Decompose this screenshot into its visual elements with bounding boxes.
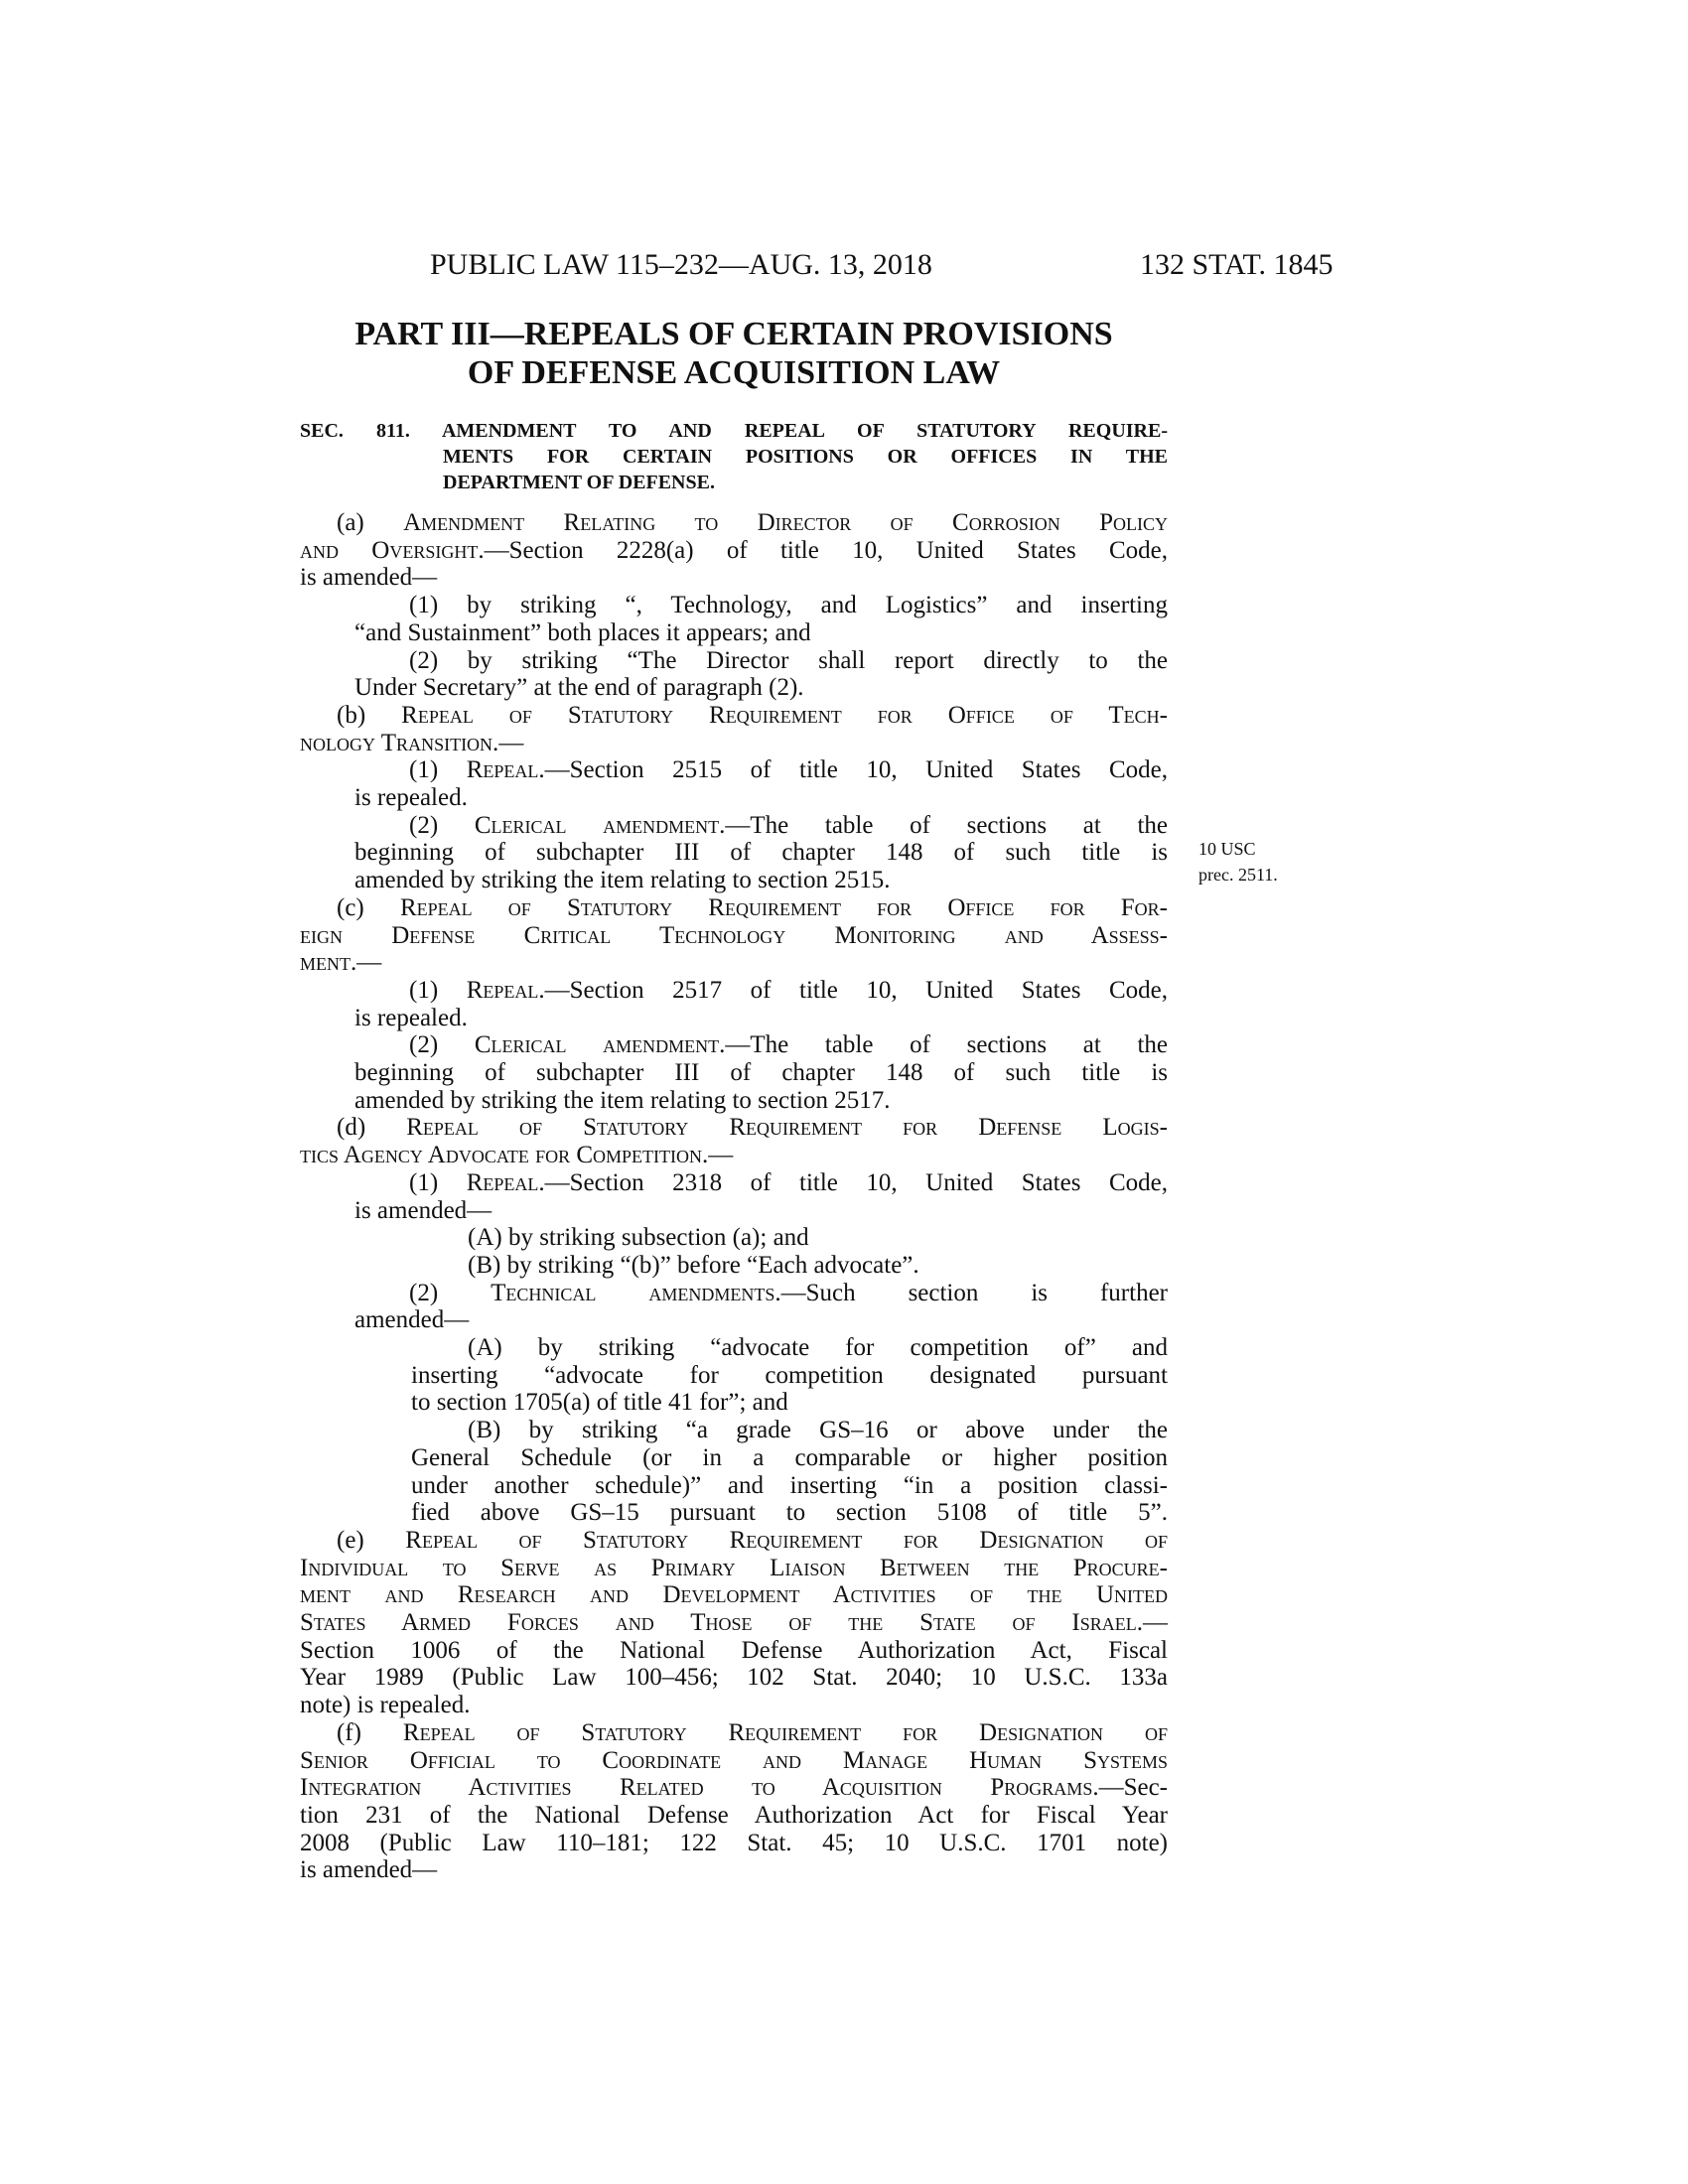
text-line [300,730,1168,757]
text-line [354,674,1168,702]
text-segment: General Schedule (or in a comparable or higher position [411,1443,1168,1471]
text-segment: — [708,1142,734,1169]
text-segment: —The table of sections at the [725,1031,1169,1059]
text-segment: — [1143,1609,1168,1636]
small-caps-text: Repeal of Statutory Requirement for Designation of [405,1526,1168,1554]
text-line [411,1362,1168,1390]
running-header-law: PUBLIC LAW 115–232—AUG. 13, 2018 [430,248,932,281]
text-segment: (b) [337,701,402,729]
text-line [411,1444,1168,1472]
text-line [411,1472,1168,1500]
text-segment: (1) [409,976,467,1004]
text-segment: (1) [409,756,467,784]
text-segment: note) is repealed. [300,1692,471,1719]
text-segment: (d) [337,1114,407,1142]
text-line [409,756,1168,784]
small-caps-text: Repeal. [466,1168,545,1196]
text-segment: amended by striking the item relating to section 2515. [354,867,891,894]
small-caps-text: eign Defense Critical Technology Monitoring and Assess- [300,921,1168,949]
text-line [409,812,1168,840]
text-segment: (A) by striking subsection (a); and [468,1224,809,1252]
text-line [300,1692,1168,1719]
text-segment: beginning of subchapter III of chapter 148 of such title is [354,839,1168,867]
text-line [409,1169,1168,1197]
small-caps-text: Senior Official to Coordinate and Manage Human Systems [300,1746,1168,1774]
small-caps-text: tics Agency Advocate for Competition. [300,1142,709,1169]
text-line [411,1499,1168,1527]
text-line [337,1719,1168,1747]
text-line [409,592,1168,619]
text-segment: 2008 (Public Law 110–181; 122 Stat. 45; 10 U.S.C. 1701 note) [300,1829,1168,1856]
text-line [468,1224,1168,1252]
text-segment: (2) [409,811,475,839]
text-line [409,977,1168,1005]
part-title-line-2: OF DEFENSE ACQUISITION LAW [467,354,1001,391]
text-line [300,922,1168,950]
text-line [300,1747,1168,1775]
text-segment: —Section 2318 of title 10, United States Code, [544,1168,1168,1196]
small-caps-text: Individual to Serve as Primary Liaison Between the Procure- [300,1554,1168,1581]
text-segment: —Section 2228(a) of title 10, United States Code, [484,536,1168,564]
text-segment: (1) [409,1168,467,1196]
text-segment: (c) [337,893,400,921]
text-segment: Year 1989 (Public Law 100–456; 102 Stat. 2040; 10 U.S.C. 133a [300,1664,1168,1692]
small-caps-text: States Armed Forces and Those of the State of Israel. [300,1609,1143,1636]
small-caps-text: nology Transition. [300,729,499,756]
section-heading-line-2: MENTS FOR CERTAIN POSITIONS OR OFFICES IN THE [443,446,1168,468]
text-segment: amended— [354,1306,470,1334]
small-caps-text: Clerical amendment. [474,811,726,839]
text-segment: is repealed. [354,1004,468,1031]
text-segment: amended by striking the item relating to section 2517. [354,1086,891,1114]
text-line [300,1774,1168,1802]
section-heading-line-1: SEC. 811. AMENDMENT TO AND REPEAL OF STATUTORY REQUIRE- [300,420,1168,442]
text-segment: —Section 2517 of title 10, United States Code, [544,976,1168,1004]
text-segment: (2) [409,1031,475,1059]
text-segment: —Section 2515 of title 10, United States Code, [544,756,1168,784]
margin-note-line-2: prec. 2511. [1198,865,1278,885]
text-segment: (1) by striking “, Technology, and Logistics” and inserting [409,592,1168,619]
text-line [300,1856,1168,1884]
text-segment: fied above GS–15 pursuant to section 5108 of title 5”. [411,1499,1168,1527]
text-line [354,784,1168,812]
text-line [409,1031,1168,1059]
text-line [354,867,1168,894]
text-segment: (2) by striking “The Director shall report directly to the [409,646,1168,674]
text-line [300,537,1168,565]
small-caps-text: Repeal of Statutory Requirement for Office for For- [399,893,1169,921]
small-caps-text: Repeal. [466,756,545,784]
small-caps-text: Repeal of Statutory Requirement for Office of Tech- [401,701,1168,729]
text-segment: — [356,949,382,977]
text-segment: to section 1705(a) of title 41 for”; and [411,1389,788,1417]
text-segment: Under Secretary” at the end of paragraph (2). [354,674,804,702]
text-segment: beginning of subchapter III of chapter 148 of such title is [354,1059,1168,1086]
small-caps-text: Repeal of Statutory Requirement for Designation of [402,1718,1168,1746]
text-segment: is amended— [354,1196,492,1224]
text-segment: tion 231 of the National Defense Authorization Act for Fiscal Year [300,1801,1168,1829]
part-title-line-1: PART III—REPEALS OF CERTAIN PROVISIONS [354,316,1113,352]
text-segment: (f) [337,1718,403,1746]
text-line [300,1142,1168,1169]
text-segment: (2) [409,1279,492,1306]
text-line [300,1609,1168,1637]
text-line [300,1555,1168,1582]
small-caps-text: and Oversight. [300,536,485,564]
text-segment: Section 1006 of the National Defense Authorization Act, Fiscal [300,1636,1168,1664]
text-segment: (a) [337,509,404,536]
text-line [300,1664,1168,1692]
text-line [354,1197,1168,1225]
text-segment: inserting “advocate for competition designated pursuant [411,1361,1168,1389]
margin-note-line-1: 10 USC [1198,839,1256,859]
small-caps-text: Repeal. [466,976,545,1004]
text-line [354,619,1168,647]
small-caps-text: Amendment Relating to Director of Corrosion Policy [403,509,1169,536]
text-line [300,1830,1168,1857]
text-line [300,1581,1168,1609]
text-line [411,1389,1168,1417]
text-line [337,702,1168,730]
small-caps-text: Integration Activities Related to Acquisition Programs. [300,1774,1099,1802]
text-line [337,509,1168,537]
text-segment: is repealed. [354,784,468,811]
small-caps-text: ment. [300,949,357,977]
text-line [409,647,1168,675]
small-caps-text: ment and Research and Development Activities of the United [300,1581,1168,1609]
text-line [354,1005,1168,1032]
text-line [300,1637,1168,1665]
text-line [468,1334,1168,1362]
text-segment: (A) by striking “advocate for competition of” and [468,1334,1168,1361]
text-segment: (B) by striking “(b)” before “Each advocate”. [468,1251,919,1279]
text-segment: is amended— [300,564,438,592]
text-line [409,1280,1168,1307]
text-line [300,1802,1168,1830]
text-line [354,1306,1168,1334]
small-caps-text: Technical amendments. [491,1279,781,1306]
text-segment: (e) [337,1526,406,1554]
text-segment: “and Sustainment” both places it appears; and [354,618,811,646]
text-segment: —Such section is further [780,1279,1168,1306]
text-segment: —Sec- [1098,1774,1168,1802]
text-line [468,1417,1168,1444]
text-line [300,949,1168,977]
text-line [300,564,1168,592]
text-segment: under another schedule)” and inserting “in a position classi- [411,1471,1168,1499]
section-heading-line-3: DEPARTMENT OF DEFENSE. [443,472,715,493]
text-segment: (B) by striking “a grade GS–16 or above under the [468,1417,1168,1444]
text-line [354,1059,1168,1087]
text-line [337,1527,1168,1555]
text-segment: — [498,729,524,756]
text-line [337,1114,1168,1142]
running-header-page: 132 STAT. 1845 [1140,248,1334,281]
text-line [468,1252,1168,1280]
text-segment: —The table of sections at the [725,811,1169,839]
text-line [354,839,1168,867]
small-caps-text: Clerical amendment. [474,1031,726,1059]
text-line [354,1087,1168,1115]
text-segment: is amended— [300,1856,438,1884]
text-line [337,894,1168,922]
small-caps-text: Repeal of Statutory Requirement for Defense Logis- [406,1114,1168,1142]
